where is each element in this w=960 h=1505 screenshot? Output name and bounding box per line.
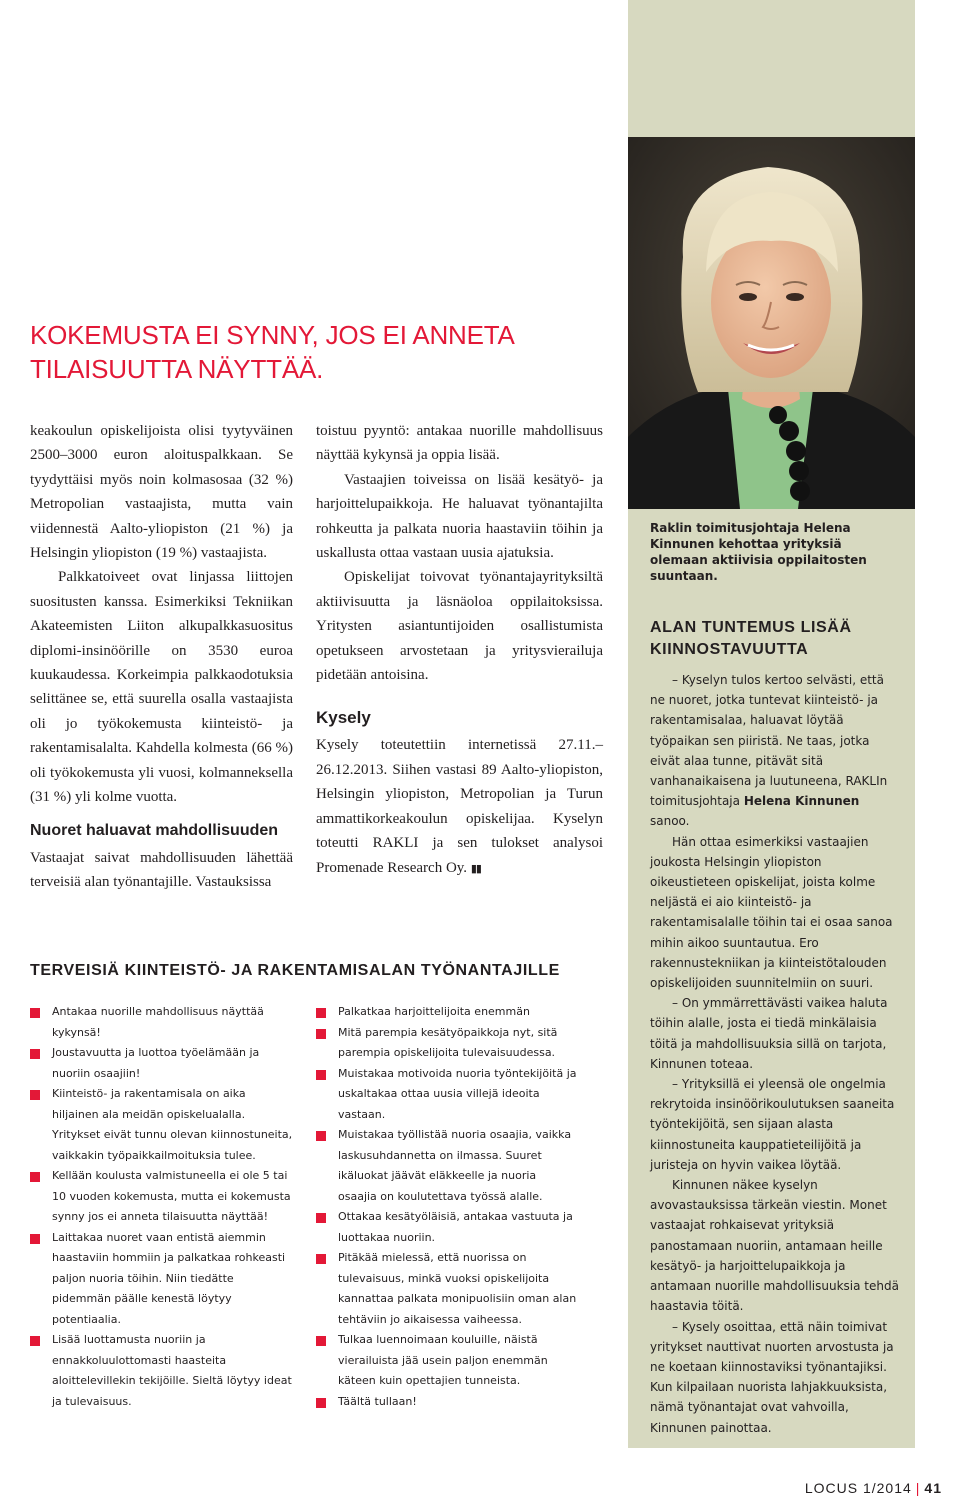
list-item: Täältä tullaan! [316, 1392, 578, 1413]
sidebar-text [650, 670, 902, 1438]
list-item: Joustavuutta ja luottoa työelämään ja nuoriin osaajiin! [30, 1043, 293, 1084]
magazine-issue: LOCUS 1/2014 [804, 1480, 912, 1496]
sidebar-paragraph-1-text: – Kyselyn tulos kertoo selvästi, että ne nuoret, jotka tuntevat kiinteistö- ja rakentamisalaa, haluavat löytää työpaikan sen piiristä. Ne taas, jotka eivät alaa tunne, pitävät sitä vanhanaikaisena ja luutuneena, RAKLIn toimitusjohtaja [650, 673, 888, 809]
col2-paragraph-4-text: Kysely toteutettiin internetissä 27.11.–26.12.2013. Siihen vastasi 89 Aalto-yliopiston, Helsingin yliopiston, Metropolian ja Turun ammattikorkeakoulun opiskelijaa. Kyselyn toteutti RAKLI ja sen tulokset analysoi Promenade Research Oy. [316, 737, 603, 876]
col1-paragraph-2: Palkkatoiveet ovat linjassa liittojen suositusten kanssa. Esimerkiksi Tekniikan Akateemisten Liiton alkupalkkasuositus diplomi-insinöörille on 3530 euroa kuukaudessa. Korkeimpia palkkaodotuksia selittänee se, että suurella osalla vastaajista oli jo työkokemusta kiinteistö- ja rakentamisalalta. Kahdella kolmesta (66 %) oli työkokemusta yli vuosi, kolmanneksella (31 %) yli kolme vuotta. [30, 569, 293, 806]
col1-paragraph-3: Vastaajat saivat mahdollisuuden lähettää terveisiä alan työnantajille. Vastauksissa [30, 849, 293, 890]
sidebar-title [650, 617, 902, 661]
col2-paragraph-1: toistuu pyyntö: antakaa nuorille mahdollisuus näyttää kykynsä ja oppia lisää. [316, 423, 603, 464]
page-number: 41 [924, 1480, 942, 1496]
sidebar-title-line-2: KIINNOSTAVUUTTA [650, 641, 809, 658]
sidebar-paragraph-3: – On ymmärrettävästi vaikea halutа töihin alalle, josta ei tiedä minkälaisia töitä ja mahdollisuuksia sillä on tarjota, Kinnunen toteaa. [650, 996, 888, 1071]
sidebar-paragraph-5: Kinnunen näkee kyselyn avovastauksissa tärkeän viestin. Monet vastaajat rohkaisevat yrityksiä panostamaan nuoriin, antamaan heille kesätyö- ja harjoittelupaikkoja ja antamaan nuorille mahdollisuuksia tehdä haastavia töitä. [650, 1178, 899, 1314]
list-item: Ottakaa kesätyöläisiä, antakaa vastuuta ja luottakaa nuoriin. [316, 1207, 578, 1248]
portrait-illustration [628, 137, 915, 509]
list-item: Palkatkaa harjoittelijoita enemmän [316, 1002, 578, 1023]
article-column-2 [316, 419, 603, 881]
list-item: Muistakaa motivoida nuoria työntekijöitä ja uskaltakaa ottaa uusia villejä ideoita vastaan. [316, 1064, 578, 1126]
sidebar-paragraph-4: – Yrityksillä ei yleensä ole ongelmia rekrytoida insinöörikoulutuksen saaneita työntekijöitä, sen sijaan alasta kiinnostuneita kauppatieteilijöitä ja juristeja on hyvin vaikea löytää. [650, 1077, 895, 1172]
box-title: TERVEISIÄ KIINTEISTÖ- JA RAKENTAMISALAN TYÖNANTAJILLE [30, 962, 560, 979]
sidebar-paragraph-1-end: sanoo. [650, 814, 690, 829]
col2-paragraph-4 [316, 733, 603, 880]
list-item: Pitäkää mielessä, että nuorissa on tulevaisuus, minkä vuoksi opiskelijoita kannattaa palkata monipuolisiin oman alan tehtäviin jo aikaisessa vaiheessa. [316, 1248, 578, 1330]
list-item: Mitä parempia kesätyöpaikkoja nyt, sitä parempia opiskelijoita tulevaisuudessa. [316, 1023, 578, 1064]
col2-paragraph-2: Vastaajien toiveissa on lisää kesätyö- ja harjoittelupaikkoja. He haluavat työnantajilta rohkeutta ja palkata nuoria haastaviin töihin ja uskallusta ottaa vastaan uusia ajatuksia. [316, 471, 603, 562]
page-folio [805, 1480, 942, 1496]
list-item: Laittakaa nuoret vaan entistä aiemmin haastaviin hommiin ja palkatkaa rohkeasti paljon nuoria töihin. Niin tiedätte pidemmän päälle kenestä löytyy potentiaalia. [30, 1228, 293, 1331]
col2-paragraph-3: Opiskelijat toivovat työnantajayrityksiltä aktiivisuutta ja läsnäoloa oppilaitoksissa. Yritysten asiantuntijoiden osallistumista opetukseen arvostetaan ja yritysvierailuja pidetään antoisina. [316, 569, 603, 684]
sidebar-paragraph-2: Hän ottaa esimerkiksi vastaajien joukosta Helsingin yliopiston oikeustieteen opiskelijat, joista kolme neljästä ei aio kiinteistö- ja rakentamisalalle töihin tai ei osaa sanoa mihin aikoo suuntautua. Ero rakennustekniikan ja kiinteistötalouden opiskelijoiden suunnitelmiin on suuri. [650, 834, 893, 991]
photo-caption: Raklin toimitusjohtaja Helena Kinnunen kehottaa yrityksiä olemaan aktiivisia oppilaitosten suuntaan. [650, 521, 867, 583]
greetings-list-left [30, 1002, 293, 1412]
list-item: Antakaa nuorille mahdollisuus näyttää kykynsä! [30, 1002, 293, 1043]
sidebar-title-line-1: ALAN TUNTEMUS LISÄÄ [650, 619, 852, 636]
greetings-list-right [316, 1002, 578, 1412]
folio-separator: | [915, 1480, 921, 1496]
article-column-1 [30, 419, 293, 894]
col1-paragraph-1: keakoulun opiskelijoista olisi tyytyväinen 2500–3000 euron aloituspalkkaan. Se tyydyttäisi myös noin kolmasosaa (32 %) Metropolian vastaajista, mutta vain viidennestä Aalto-yliopiston (21 %) ja Helsingin yliopiston (19 %) vastaajista. [30, 423, 293, 562]
list-item: Muistakaa työllistää nuoria osaajia, vaikka laskusuhdannetta on ilmassa. Suuret ikäluokat jäävät eläkkeelle ja nuoria osaajia on koulutettava työssä alalle. [316, 1125, 578, 1207]
list-item: Tulkaa luennoimaan kouluille, näistä vierailuista jää usein paljon enemmän käteen kuin opettajien tunneista. [316, 1330, 578, 1392]
person-name: Helena Kinnunen [743, 794, 860, 809]
sidebar-paragraph-1 [650, 670, 902, 832]
col1-subheading: Nuoret haluavat mahdollisuuden [30, 821, 279, 839]
headline-line-1: KOKEMUSTA EI SYNNY, JOS EI ANNETA [30, 320, 515, 350]
portrait-photo [628, 137, 915, 509]
list-item: Lisää luottamusta nuoriin ja ennakkoluulottomasti haasteita aloittelevillekin tekijöille. Sieltä löytyy ideat ja tulevaisuus. [30, 1330, 293, 1412]
list-item: Kellään koulusta valmistuneella ei ole 5 tai 10 vuoden kokemusta, mutta ei kokemusta synny jos ei anneta tilaisuutta näyttää! [30, 1166, 293, 1228]
col2-subheading: Kysely [316, 708, 371, 728]
headline-line-2: TILAISUUTTA NÄYTTÄÄ. [30, 354, 324, 384]
sidebar-paragraph-6: – Kysely osoittaa, että näin toimivat yritykset nauttivat nuorten arvostusta ja ne koetaan kiinnostaviksi työnantajiksi. Kun kilpailaan nuorista lahjakkuuksista, nämä työnantajat ovat vahvoilla, Kinnunen painottaa. [650, 1319, 894, 1435]
list-item: Kiinteistö- ja rakentamisala on aika hiljainen ala meidän opiskelualalla. Yritykset eivät tunnu olevan kiinnostuneita, vaikkakin työpaikkailmoituksia tulee. [30, 1084, 293, 1166]
end-mark-icon: ▮▮ [470, 861, 481, 875]
headline [30, 318, 590, 386]
